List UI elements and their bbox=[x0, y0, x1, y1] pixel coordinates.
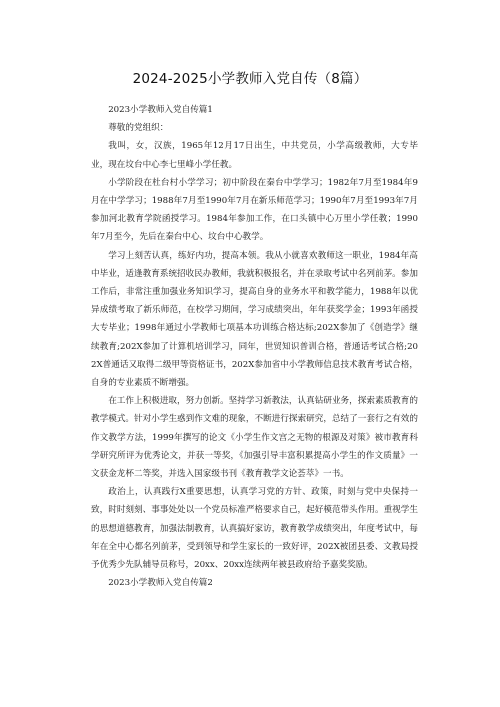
paragraph-study: 学习上刻苦认真，练好内功，提高本领。我从小就喜欢教师这一职业，1984年高中毕业，适逢教育系统招收民办教师，我就积极报名，并在录取考试中名列前茅。参加工作后，非常注重加强业务知识学习，提高自身的业务水平和教学能力，1988年以优异成绩考取了新乐师范，在校学习期间，学习成绩突出，年年获奖学金；1993年函授大专毕业；1998年通过小学教师七项基本功训练合格达标;202X参加了《创造学》继续教育;202X参加了计算机培训学习，同年，世贸知识普训合格，普通话考试合格;202X普通话又取得二级甲等资格证书，202X参加省中小学教师信息技术教育考试合格，自身的专业素质不断增强。 bbox=[91, 250, 418, 389]
paragraph-education: 小学阶段在杜台村小学学习；初中阶段在秦台中学学习；1982年7月至1984年9月在中学学习；1988年7月至1990年7月在新乐师范学习；1990年7月至1993年7月参加河北教育学院函授学习。1984年参加工作，在口头镇中心万里小学任教；1990年7月至今，先后在秦台中心、坟台中心教学。 bbox=[91, 177, 418, 243]
section-heading-1: 2023小学教师入党自传篇1 bbox=[108, 105, 213, 115]
document-body bbox=[91, 101, 418, 592]
salutation: 尊敬的党组织： bbox=[108, 123, 169, 134]
paragraph-intro: 我叫，女，汉族，1965年12月17日出生，中共党员，小学高级教师，大专毕业，现在坟台中心李七里峰小学任教。 bbox=[91, 141, 418, 170]
document-title: 2024-2025小学教师入党自传（8篇） bbox=[132, 71, 368, 87]
paragraph-work: 在工作上积极进取，努力创新。坚持学习新教法，认真钻研业务，探索素质教育的教学模式。针对小学生惑到作文难的现象，不断进行探索研究，总结了一套行之有效的作文教学方法，1999年撰写的论文《小学生作文宫之无物的根源及对策》被市教育科学研究所评为优秀论文，并获一等奖，《加强引导丰富积累提高小学生的作文质量》一文获金龙杯二等奖，并选入国家级书刊《教育教学文论荟萃》一书。 bbox=[91, 396, 418, 480]
paragraph-politics: 政治上，认真践行X重要思想，认真学习党的方针、政策，时刻与党中央保持一致，时时刻刻、事事处处以一个党员标准严格要求自己，起好模范带头作用。重视学生的思想道德教育，加强法制教育，认真搞好家访，教育教学成绩突出，年度考试中，每年在全中心都名列前茅，受到领导和学生家长的一致好评，202X被团县委、文教局授予优秀少先队辅导员称号，20xx、20xx连续两年被县政府给予嘉奖奖励。 bbox=[91, 487, 418, 571]
section-heading-2: 2023小学教师入党自传篇2 bbox=[108, 578, 213, 589]
